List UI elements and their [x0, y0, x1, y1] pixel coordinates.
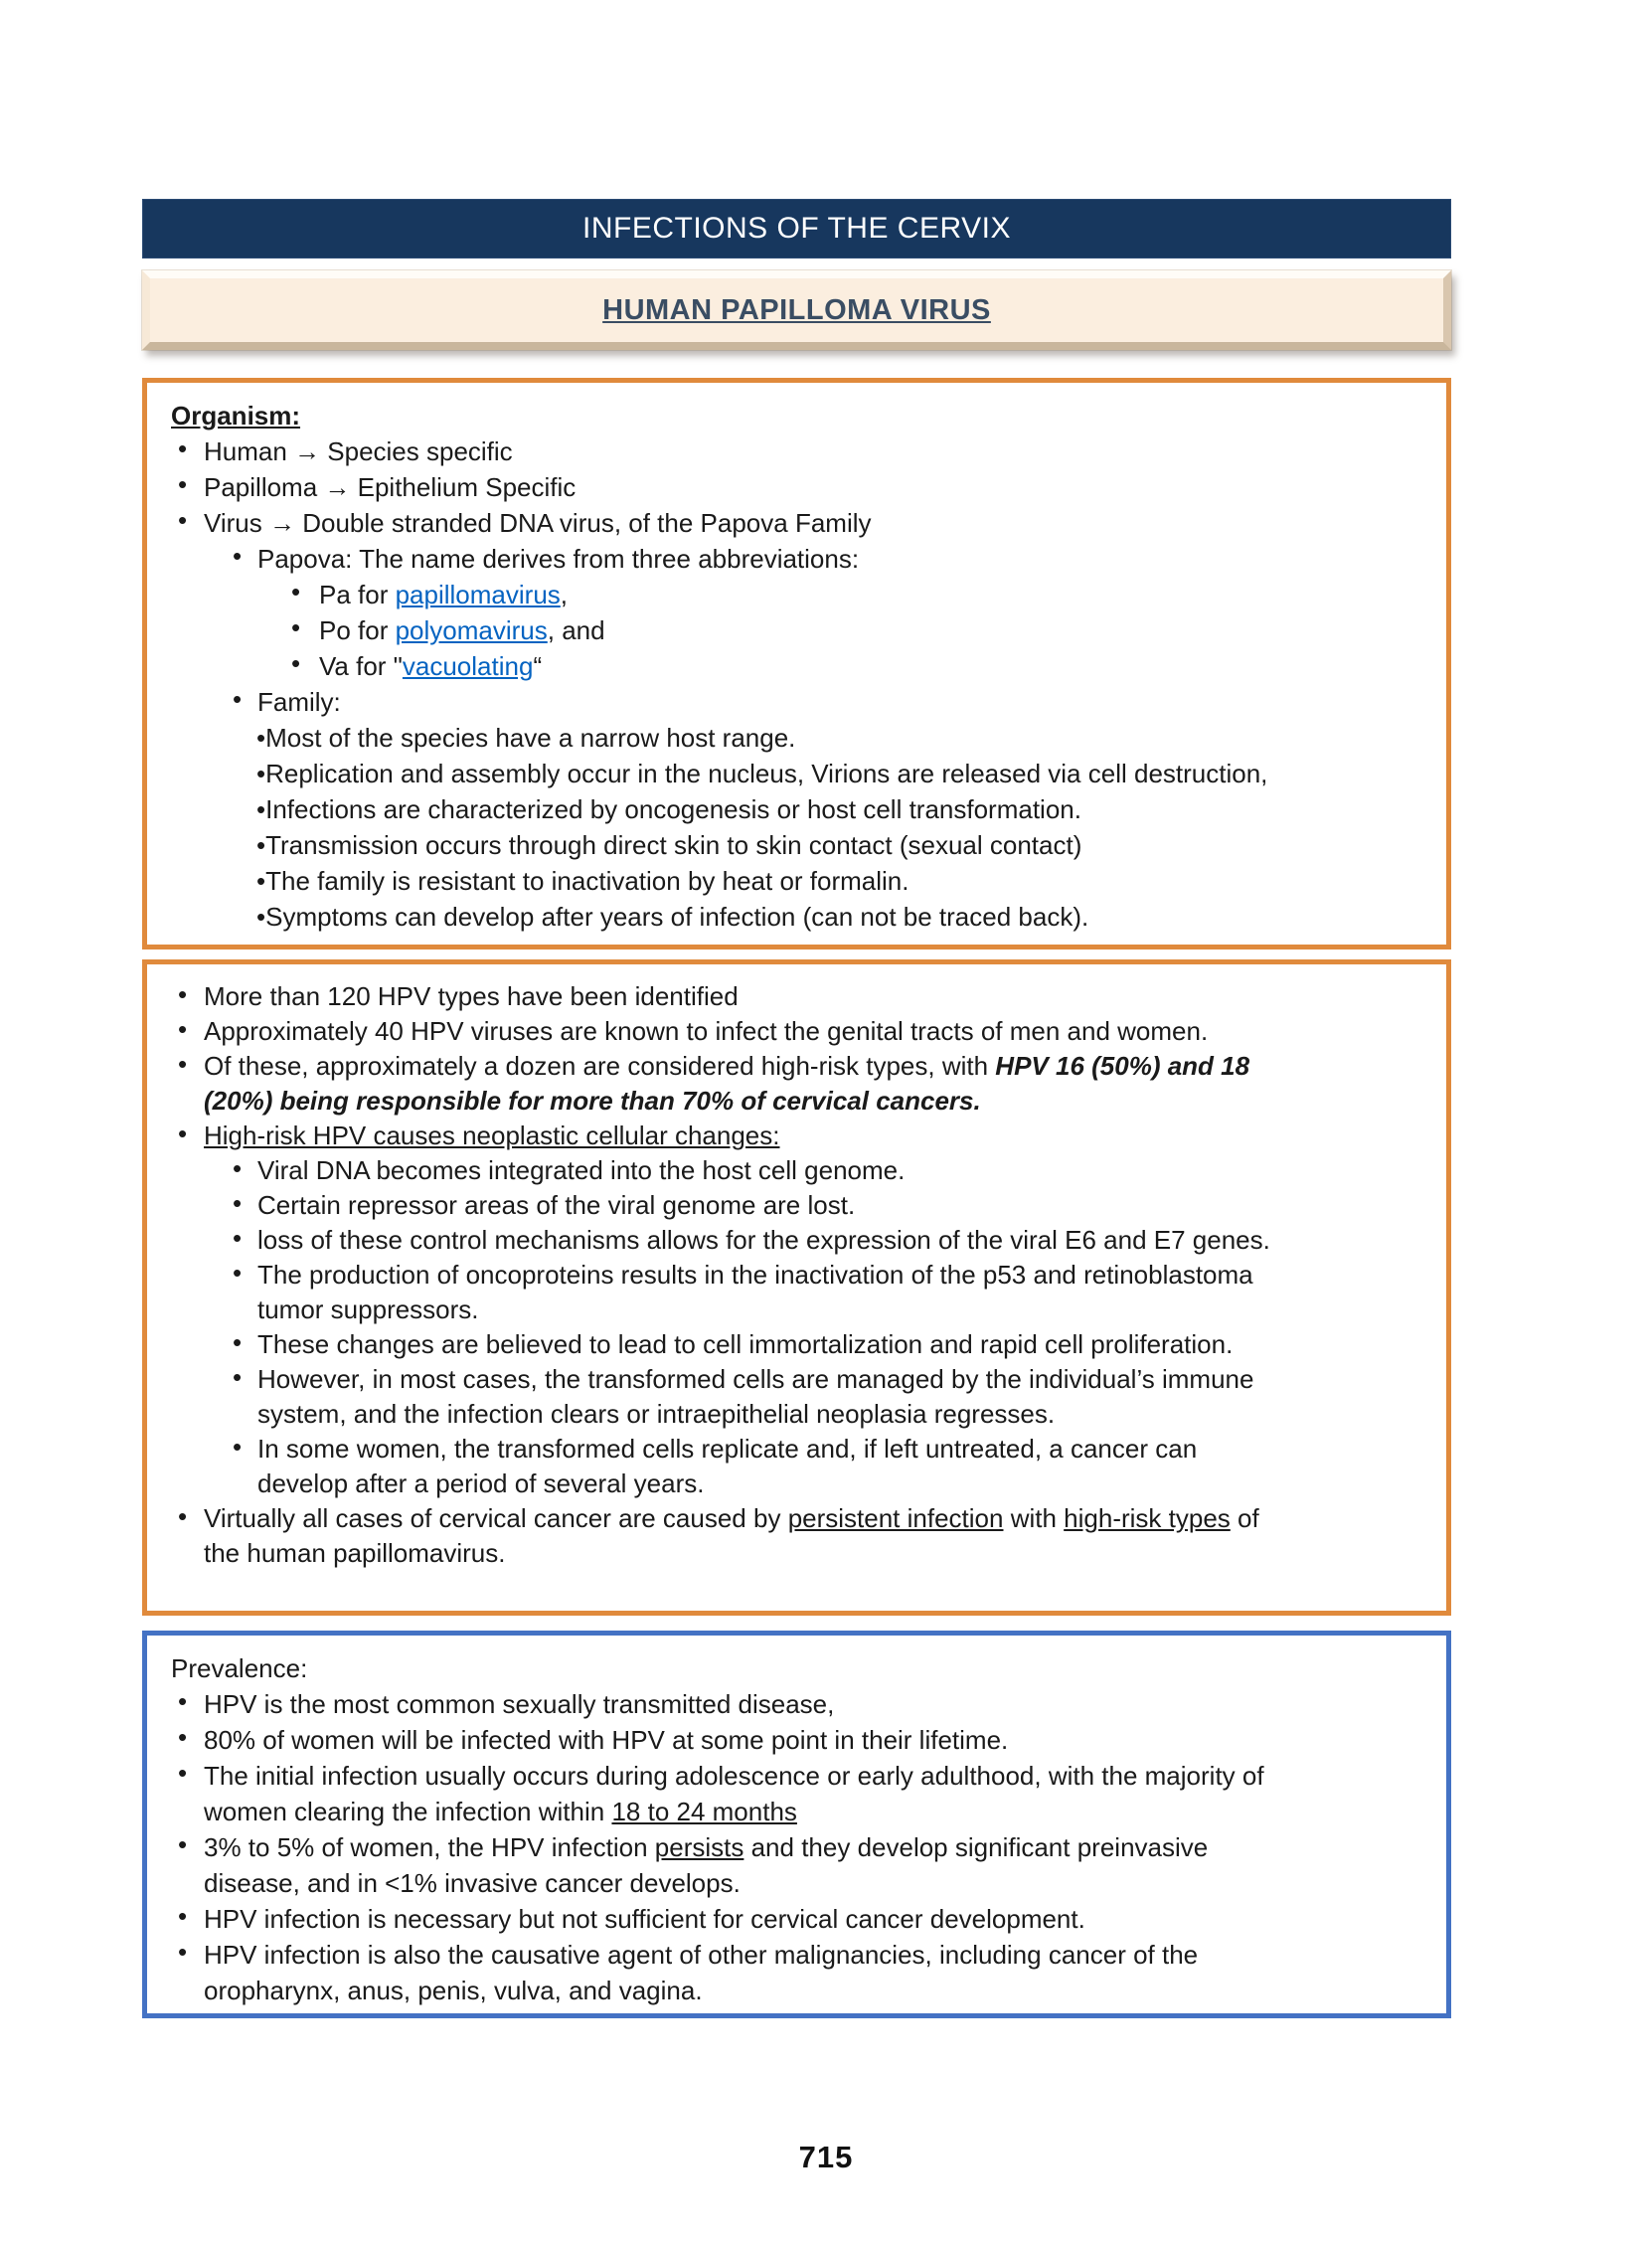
bullet-icon: •: [233, 1258, 243, 1288]
list-item: [171, 827, 1436, 863]
bullet-icon: •: [233, 684, 243, 714]
bullet-icon: •: [178, 1501, 188, 1531]
bullet-icon: •: [178, 1829, 188, 1859]
text-run: Of these, approximately a dozen are considered high-risk types, with: [204, 1051, 996, 1081]
text-run: Papilloma → Epithelium Specific: [204, 472, 577, 502]
section-heading: [171, 398, 1436, 433]
bullet-icon: •: [178, 1119, 188, 1148]
bullet-icon: •: [256, 902, 266, 932]
prevalence-box: [142, 1631, 1451, 2018]
list-item: [171, 541, 1436, 577]
text-run: with: [1003, 1503, 1065, 1533]
hyperlink[interactable]: papillomavirus: [395, 580, 561, 609]
list-item: [171, 1327, 1436, 1362]
list-item: [171, 1362, 1436, 1432]
list-item: [171, 612, 1436, 648]
page-title: INFECTIONS OF THE CERVIX: [582, 212, 1011, 245]
text-run: 3% to 5% of women, the HPV infection: [204, 1832, 655, 1862]
bullet-icon: •: [233, 1188, 243, 1218]
text-run: Va for ": [319, 651, 403, 681]
text-run: loss of these control mechanisms allows for the expression of the viral E6 and E7 genes.: [257, 1225, 1270, 1255]
list-item: [171, 1014, 1436, 1049]
page-subtitle: HUMAN PAPILLOMA VIRUS: [602, 293, 991, 326]
organism-box: [142, 378, 1451, 949]
bullet-icon: •: [291, 648, 301, 678]
text-run: oropharynx, anus, penis, vulva, and vagina.: [204, 1976, 703, 2005]
text-run: women clearing the infection within: [204, 1797, 612, 1826]
text-run: Infections are characterized by oncogenesis or host cell transformation.: [265, 794, 1081, 824]
text-run: Organism:: [171, 401, 301, 431]
text-run: HPV infection is also the causative agent of other malignancies, including cancer of the: [204, 1940, 1199, 1970]
list-item: [171, 684, 1436, 720]
subtitle-panel: [142, 270, 1451, 350]
text-run: tumor suppressors.: [257, 1295, 479, 1324]
bullet-icon: •: [256, 723, 266, 753]
text-run: of: [1230, 1503, 1259, 1533]
list-item: [171, 863, 1436, 899]
bullet-icon: •: [178, 433, 188, 463]
page-number: 715: [798, 2140, 854, 2174]
text-run: Prevalence:: [171, 1653, 308, 1683]
text-run: , and: [547, 615, 605, 645]
text-run: Po for: [319, 615, 396, 645]
bullet-icon: •: [233, 1153, 243, 1183]
list-item: [171, 1119, 1436, 1153]
section-heading: [171, 1650, 1436, 1686]
list-item: [171, 1758, 1436, 1829]
list-item: [171, 1501, 1436, 1571]
text-run: “: [533, 651, 543, 681]
text-run: 18 to 24 months: [611, 1797, 797, 1826]
text-run: 80% of women will be infected with HPV at some point in their lifetime.: [204, 1725, 1009, 1755]
text-run: Family:: [257, 687, 341, 717]
list-item: [171, 1223, 1436, 1258]
bullet-icon: •: [178, 505, 188, 535]
list-item: [171, 1829, 1436, 1901]
text-run: high-risk types: [1064, 1503, 1231, 1533]
text-run: and they develop significant preinvasive: [743, 1832, 1209, 1862]
text-run: HPV 16 (50%) and 18: [995, 1051, 1250, 1081]
text-run: These changes are believed to lead to cell immortalization and rapid cell proliferation.: [257, 1329, 1234, 1359]
bullet-icon: •: [178, 1937, 188, 1967]
bullet-icon: •: [178, 1049, 188, 1079]
hyperlink[interactable]: polyomavirus: [395, 615, 548, 645]
bullet-icon: •: [233, 541, 243, 571]
bullet-icon: •: [233, 1432, 243, 1462]
bullet-icon: •: [178, 1758, 188, 1788]
text-run: The initial infection usually occurs during adolescence or early adulthood, with the majority of: [204, 1761, 1264, 1791]
bullet-icon: •: [291, 612, 301, 642]
text-run: However, in most cases, the transformed cells are managed by the individual’s immune: [257, 1364, 1254, 1394]
list-item: [171, 899, 1436, 935]
bullet-icon: •: [256, 759, 266, 788]
list-item: [171, 1937, 1436, 2008]
text-run: High-risk HPV causes neoplastic cellular changes:: [204, 1121, 780, 1150]
list-item: [171, 648, 1436, 684]
text-run: system, and the infection clears or intraepithelial neoplasia regresses.: [257, 1399, 1056, 1429]
list-item: [171, 1901, 1436, 1937]
text-run: Virtually all cases of cervical cancer are caused by: [204, 1503, 788, 1533]
bullet-icon: •: [178, 469, 188, 499]
list-item: [171, 1153, 1436, 1188]
text-run: More than 120 HPV types have been identified: [204, 981, 739, 1011]
hyperlink[interactable]: vacuolating: [402, 651, 534, 681]
text-run: disease, and in <1% invasive cancer develops.: [204, 1868, 741, 1898]
bullet-icon: •: [256, 794, 266, 824]
list-item: [171, 1258, 1436, 1327]
text-run: persistent infection: [787, 1503, 1004, 1533]
page-title-bar: [142, 199, 1451, 259]
prevalence-box-content: [147, 1636, 1446, 2008]
text-run: Approximately 40 HPV viruses are known to infect the genital tracts of men and women.: [204, 1016, 1209, 1046]
text-run: (20%) being responsible for more than 70% of cervical cancers.: [204, 1086, 981, 1116]
text-run: Pa for: [319, 580, 396, 609]
list-item: [171, 1686, 1436, 1722]
text-run: Certain repressor areas of the viral genome are lost.: [257, 1190, 856, 1220]
text-run: HPV infection is necessary but not sufficient for cervical cancer development.: [204, 1904, 1085, 1934]
text-run: the human papillomavirus.: [204, 1538, 506, 1568]
text-run: HPV is the most common sexually transmitted disease,: [204, 1689, 835, 1719]
list-item: [171, 433, 1436, 469]
bullet-icon: •: [256, 830, 266, 860]
text-run: Papova: The name derives from three abbreviations:: [257, 544, 860, 574]
list-item: [171, 720, 1436, 756]
list-item: [171, 1722, 1436, 1758]
text-run: Transmission occurs through direct skin to skin contact (sexual contact): [265, 830, 1082, 860]
bullet-icon: •: [178, 1686, 188, 1716]
text-run: persists: [654, 1832, 744, 1862]
bullet-icon: •: [178, 1014, 188, 1044]
bullet-icon: •: [291, 577, 301, 606]
text-run: develop after a period of several years.: [257, 1468, 705, 1498]
list-item: [171, 577, 1436, 612]
organism-box-content: [147, 383, 1446, 935]
bullet-icon: •: [178, 1722, 188, 1752]
bullet-icon: •: [233, 1223, 243, 1253]
text-run: Viral DNA becomes integrated into the host cell genome.: [257, 1155, 906, 1185]
bullet-icon: •: [233, 1327, 243, 1357]
list-item: [171, 469, 1436, 505]
hpv-types-box: [142, 959, 1451, 1616]
text-run: Most of the species have a narrow host range.: [265, 723, 796, 753]
text-run: Human → Species specific: [204, 436, 513, 466]
text-run: Symptoms can develop after years of infection (can not be traced back).: [265, 902, 1089, 932]
hpv-types-box-content: [147, 964, 1446, 1571]
text-run: Replication and assembly occur in the nucleus, Virions are released via cell destruction,: [265, 759, 1268, 788]
text-run: The family is resistant to inactivation by heat or formalin.: [265, 866, 909, 896]
bullet-icon: •: [178, 979, 188, 1009]
list-item: [171, 1049, 1436, 1119]
bullet-icon: •: [233, 1362, 243, 1392]
text-run: The production of oncoproteins results in the inactivation of the p53 and retinoblastoma: [257, 1260, 1253, 1290]
list-item: [171, 1432, 1436, 1501]
text-run: Virus → Double stranded DNA virus, of the Papova Family: [204, 508, 872, 538]
list-item: [171, 1188, 1436, 1223]
bullet-icon: •: [178, 1901, 188, 1931]
text-run: In some women, the transformed cells replicate and, if left untreated, a cancer can: [257, 1434, 1198, 1464]
bullet-icon: •: [256, 866, 266, 896]
list-item: [171, 756, 1436, 791]
list-item: [171, 791, 1436, 827]
text-run: ,: [560, 580, 569, 609]
list-item: [171, 505, 1436, 541]
list-item: [171, 979, 1436, 1014]
